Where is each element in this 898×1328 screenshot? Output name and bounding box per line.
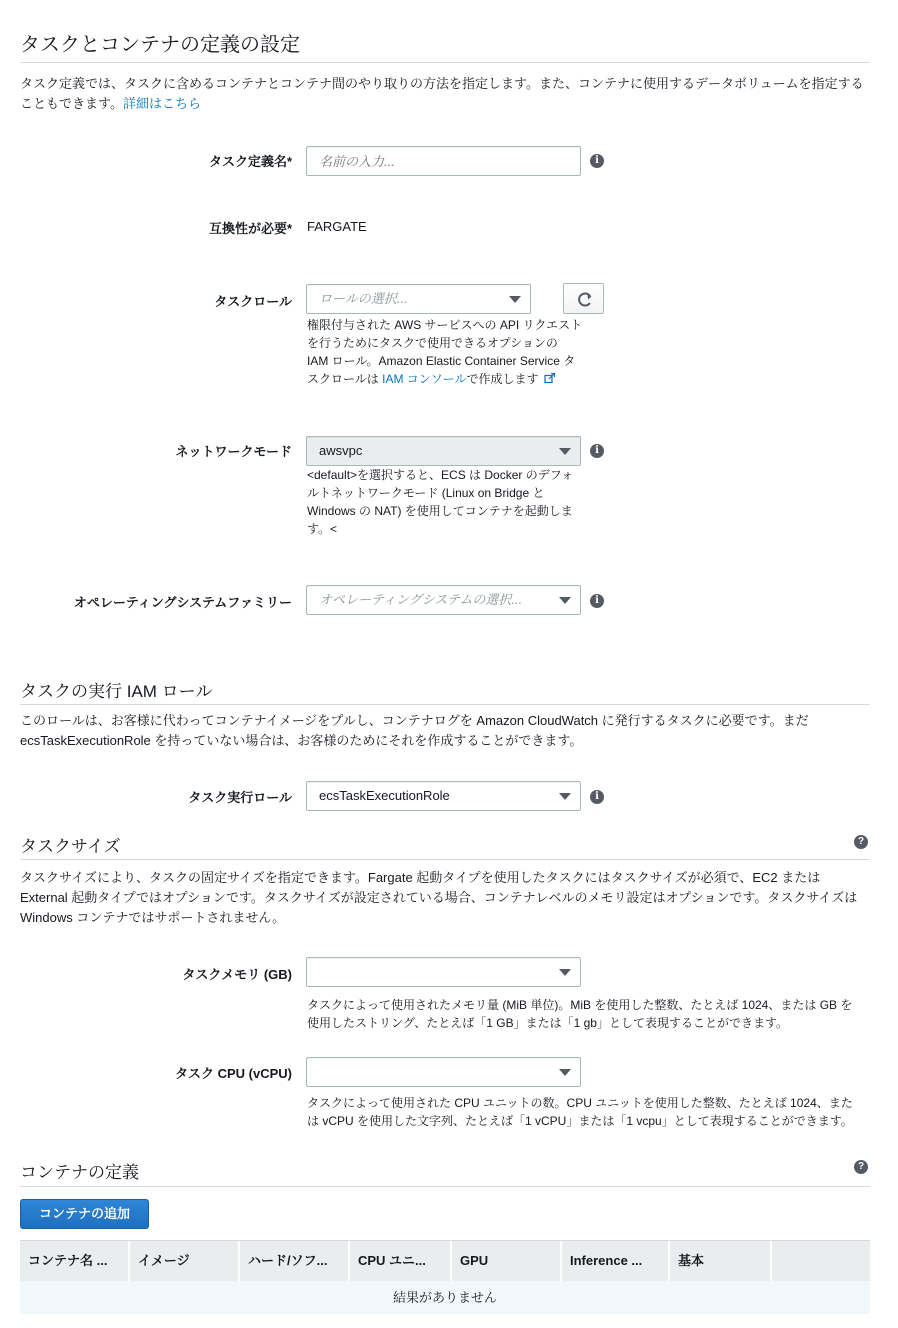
task-def-name-input[interactable] [306,146,581,176]
task-cpu-hint-line: は vCPU を使用した文字列、たとえば「1 vCPU」または「1 vcpu」として表現することができます。 [307,1114,853,1128]
title-divider [20,62,870,63]
section-divider [20,1186,870,1187]
empty-state-row: 結果がありません [20,1281,870,1314]
exec-role-heading: タスクの実行 IAM ロール [20,682,213,701]
intro-paragraph [20,74,870,114]
chevron-down-icon [559,1069,571,1076]
column-header[interactable]: GPU [460,1253,489,1268]
task-memory-hint-line: タスクによって使用されたメモリ量 (MiB 単位)。MiB を使用した整数、たとえば 1024、または GB を [307,998,853,1012]
info-icon[interactable]: i [590,154,604,168]
network-mode-hint-line: Windows の NAT) を使用してコンテナを起動しま [307,504,573,518]
external-link-icon[interactable] [544,373,556,384]
section-divider [20,704,870,705]
column-header[interactable]: イメージ [138,1253,190,1268]
column-header[interactable]: Inference ... [570,1253,643,1268]
refresh-icon [564,284,605,315]
os-family-placeholder: オペレーティングシステムの選択... [319,592,523,607]
column-header[interactable]: 基本 [678,1253,705,1268]
exec-role-value: ecsTaskExecutionRole [319,788,450,803]
intro-text: タスク定義では、タスクに含めるコンテナとコンテナ間のやり取りの方法を指定します。また、コンテナに使用するデータボリュームを指定することもできます。 [20,76,864,111]
iam-console-link[interactable]: IAM コンソール [382,372,467,386]
network-mode-hint [307,466,597,538]
help-icon[interactable]: ? [854,1160,868,1174]
containers-table-header [20,1240,870,1281]
chevron-down-icon [509,296,521,303]
exec-role-select[interactable] [306,781,581,811]
hint-text: で作成します [466,372,539,386]
containers-heading: コンテナの定義 [20,1163,139,1182]
network-mode-label: ネットワークモード [175,444,292,459]
task-role-hint [307,316,597,388]
column-header[interactable]: コンテナ名 ... [28,1253,108,1268]
task-cpu-hint [307,1094,867,1130]
network-mode-hint-line: す。< [307,522,338,536]
task-memory-select[interactable] [306,957,581,987]
task-memory-hint [307,996,867,1032]
chevron-down-icon [559,969,571,976]
os-family-select[interactable] [306,585,581,615]
task-role-hint-line: 権限付与された AWS サービスへの API リクエスト [307,318,583,332]
info-icon[interactable]: i [590,790,604,804]
task-role-hint-line [307,370,597,388]
task-memory-label: タスクメモリ (GB) [182,967,292,982]
task-role-select[interactable] [306,284,531,314]
task-cpu-label: タスク CPU (vCPU) [174,1066,292,1081]
network-mode-value: awsvpc [319,443,363,458]
chevron-down-icon [559,793,571,800]
task-role-hint-line: を行うためにタスクで使用できるオプションの [307,336,558,350]
network-mode-hint-line: <default>を選択すると、ECS は Docker のデフォ [307,468,574,482]
help-icon[interactable]: ? [854,835,868,849]
info-icon[interactable]: i [590,594,604,608]
chevron-down-icon [559,597,571,604]
info-icon[interactable]: i [590,444,604,458]
task-def-name-label: タスク定義名* [208,154,292,169]
task-size-text: タスクサイズにより、タスクの固定サイズを指定できます。Fargate 起動タイプを使用したタスクにはタスクサイズが必須で、EC2 または External 起動タイプではオプションです。タスクサイズが設定されている場合、コンテナレベルのメモリ設定はオプションです。タスクサイズは Windows コンテナではサポートされません。 [20,870,858,925]
task-cpu-select[interactable] [306,1057,581,1087]
chevron-down-icon [559,448,571,455]
task-memory-hint-line: 使用したストリング、たとえば「1 GB」または「1 gb」として表現することができます。 [307,1016,789,1030]
column-header[interactable]: CPU ユニ... [358,1253,426,1268]
hint-text: スクロールは [307,372,383,386]
compat-label: 互換性が必要* [208,221,292,236]
learn-more-link[interactable]: 詳細はこちら [122,96,201,111]
os-family-label: オペレーティングシステムファミリー [73,595,292,610]
refresh-button[interactable] [563,283,604,314]
column-header [772,1241,870,1281]
exec-role-label: タスク実行ロール [188,790,292,805]
add-container-button[interactable]: コンテナの追加 [20,1199,149,1229]
exec-role-text: このロールは、お客様に代わってコンテナイメージをプルし、コンテナログを Amazon CloudWatch に発行するタスクに必要です。まだ ecsTaskExecutionRole を持っていない場合は、お客様のためにそれを作成することができます。 [20,713,809,748]
task-cpu-hint-line: タスクによって使用された CPU ユニットの数。CPU ユニットを使用した整数、たとえば 1024、また [307,1096,853,1110]
network-mode-hint-line: ルトネットワークモード (Linux on Bridge と [307,486,545,500]
compat-value: FARGATE [307,219,367,234]
task-role-placeholder: ロールの選択... [319,291,408,306]
task-size-heading: タスクサイズ [20,837,121,856]
task-role-label: タスクロール [214,294,292,309]
task-role-hint-line: IAM ロール。Amazon Elastic Container Service タ [307,354,576,368]
section-divider [20,859,870,860]
network-mode-select[interactable] [306,436,581,466]
page-title: タスクとコンテナの定義の設定 [20,34,300,56]
column-header[interactable]: ハード/ソフ... [248,1253,328,1268]
